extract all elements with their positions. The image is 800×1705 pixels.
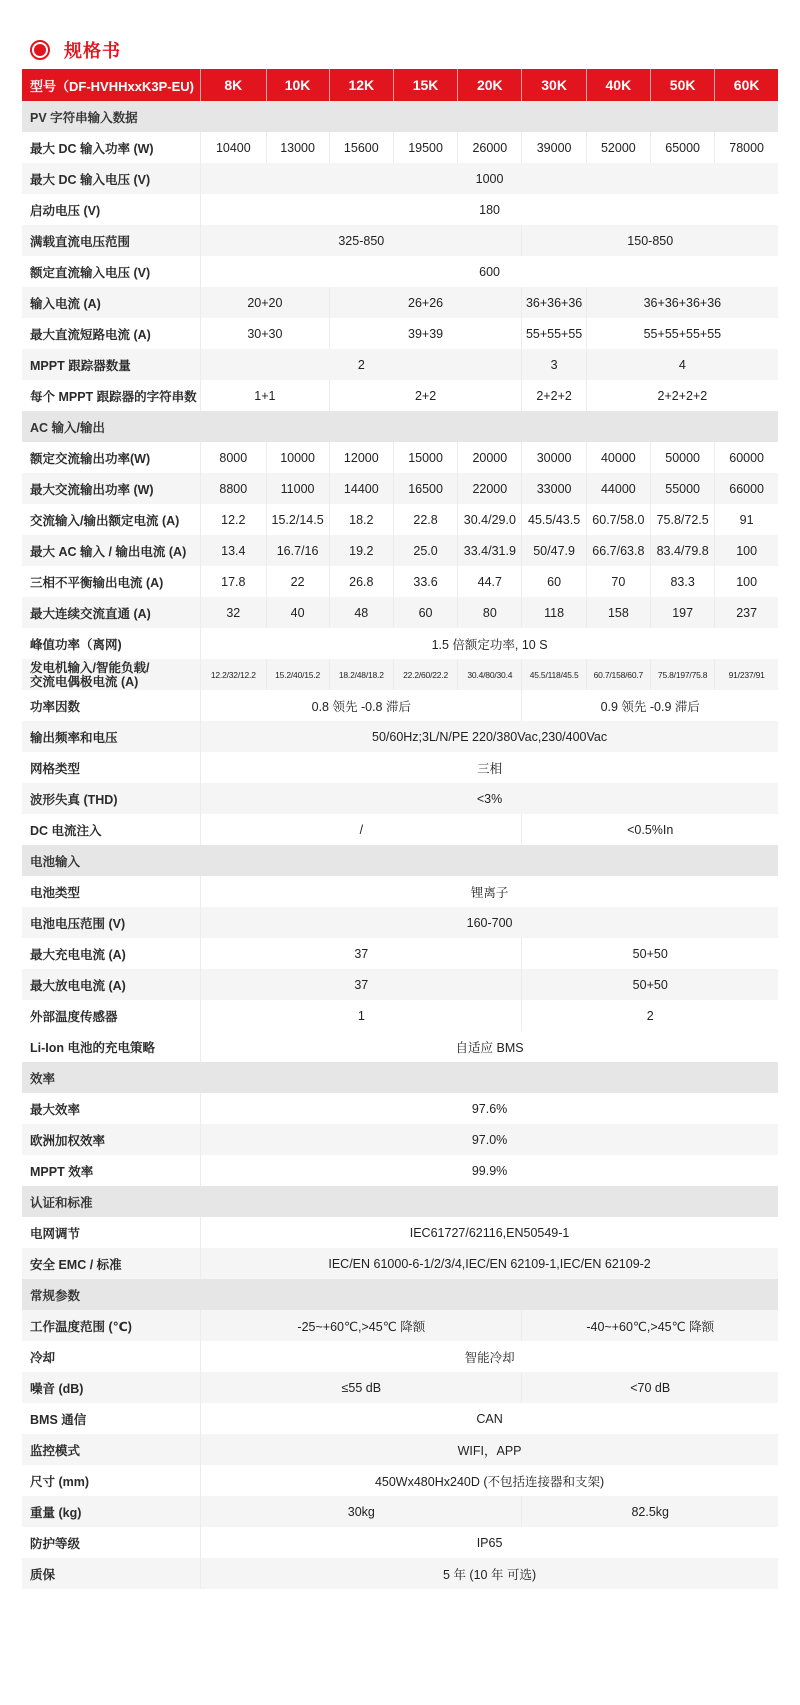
table-cell: 26000 <box>458 132 522 163</box>
table-cell: 36+36+36+36 <box>586 287 778 318</box>
table-cell: 16.7/16 <box>266 535 329 566</box>
row-label: 功率因数 <box>22 690 201 721</box>
table-cell: 1+1 <box>201 380 330 411</box>
table-cell: 60.7/58.0 <box>586 504 650 535</box>
row-label: 最大放电电流 (A) <box>22 969 201 1000</box>
table-cell: -40~+60℃,>45℃ 降额 <box>522 1310 778 1341</box>
section-general: 常规参数 <box>22 1279 778 1310</box>
table-cell: 12.2 <box>201 504 266 535</box>
table-cell: 2+2+2+2 <box>586 380 778 411</box>
table-cell: 15600 <box>329 132 393 163</box>
table-row <box>22 969 778 1000</box>
table-cell: 自适应 BMS <box>201 1031 778 1062</box>
row-label: 额定交流输出功率(W) <box>22 442 201 473</box>
table-cell: 150-850 <box>522 225 778 256</box>
row-label: 额定直流输入电压 (V) <box>22 256 201 287</box>
table-cell: 97.0% <box>201 1124 778 1155</box>
table-cell: 70 <box>586 566 650 597</box>
table-cell: 18.2/48/18.2 <box>329 659 393 690</box>
row-label: 输出频率和电压 <box>22 721 201 752</box>
table-cell: 40 <box>266 597 329 628</box>
table-cell: 60 <box>522 566 586 597</box>
table-cell: <3% <box>201 783 778 814</box>
table-row <box>22 1434 778 1465</box>
section-row <box>22 1062 778 1093</box>
table-cell: WIFI，APP <box>201 1434 778 1465</box>
row-label: 最大交流输出功率 (W) <box>22 473 201 504</box>
table-cell: 3 <box>522 349 586 380</box>
table-cell: 4 <box>586 349 778 380</box>
table-cell: 91/237/91 <box>715 659 778 690</box>
table-row <box>22 1341 778 1372</box>
table-cell: 45.5/118/45.5 <box>522 659 586 690</box>
table-cell: 32 <box>201 597 266 628</box>
table-row <box>22 752 778 783</box>
table-cell: CAN <box>201 1403 778 1434</box>
table-cell: 55+55+55 <box>522 318 586 349</box>
section-battery: 电池输入 <box>22 845 778 876</box>
row-label-line: 发电机输入/智能负载/ <box>30 660 150 675</box>
table-cell: 50000 <box>651 442 715 473</box>
row-label: 最大效率 <box>22 1093 201 1124</box>
table-row <box>22 566 778 597</box>
table-cell: 30000 <box>522 442 586 473</box>
table-cell: 22.8 <box>393 504 457 535</box>
table-cell: 100 <box>715 566 778 597</box>
table-row <box>22 1000 778 1031</box>
table-row <box>22 783 778 814</box>
model-50k: 50K <box>651 69 715 101</box>
model-40k: 40K <box>586 69 650 101</box>
table-cell: 2+2 <box>329 380 522 411</box>
table-cell: 三相 <box>201 752 778 783</box>
table-cell: 22 <box>266 566 329 597</box>
section-row <box>22 1279 778 1310</box>
table-cell: 83.3 <box>651 566 715 597</box>
row-label <box>22 659 201 690</box>
table-row <box>22 814 778 845</box>
table-cell: 160-700 <box>201 907 778 938</box>
model-30k: 30K <box>522 69 586 101</box>
model-8k: 8K <box>201 69 266 101</box>
row-label: 监控模式 <box>22 1434 201 1465</box>
table-cell: 50+50 <box>522 938 778 969</box>
table-cell: 10400 <box>201 132 266 163</box>
row-label: 噪音 (dB) <box>22 1372 201 1403</box>
table-cell: 20000 <box>458 442 522 473</box>
row-label: 启动电压 (V) <box>22 194 201 225</box>
table-cell: 75.8/197/75.8 <box>651 659 715 690</box>
table-cell: 智能冷却 <box>201 1341 778 1372</box>
table-cell: 锂离子 <box>201 876 778 907</box>
table-row <box>22 1093 778 1124</box>
table-row <box>22 194 778 225</box>
table-cell: 33000 <box>522 473 586 504</box>
table-row <box>22 628 778 659</box>
table-cell: 5 年 (10 年 可选) <box>201 1558 778 1589</box>
table-row <box>22 225 778 256</box>
table-cell: 48 <box>329 597 393 628</box>
table-cell: 30.4/80/30.4 <box>458 659 522 690</box>
page-title-text: 规格书 <box>64 41 121 61</box>
row-label: 最大 DC 输入电压 (V) <box>22 163 201 194</box>
table-cell: 15000 <box>393 442 457 473</box>
table-row <box>22 1496 778 1527</box>
table-cell: 2 <box>522 1000 778 1031</box>
table-cell: 8800 <box>201 473 266 504</box>
model-60k: 60K <box>715 69 778 101</box>
table-cell: 50+50 <box>522 969 778 1000</box>
table-row <box>22 1372 778 1403</box>
table-row <box>22 163 778 194</box>
table-cell: 99.9% <box>201 1155 778 1186</box>
row-label: 输入电流 (A) <box>22 287 201 318</box>
row-label: 冷却 <box>22 1341 201 1372</box>
table-cell: ≤55 dB <box>201 1372 522 1403</box>
table-cell: 45.5/43.5 <box>522 504 586 535</box>
table-cell: 25.0 <box>393 535 457 566</box>
table-cell: 52000 <box>586 132 650 163</box>
table-row <box>22 1403 778 1434</box>
row-label: 外部温度传感器 <box>22 1000 201 1031</box>
model-15k: 15K <box>393 69 457 101</box>
section-row <box>22 845 778 876</box>
table-row <box>22 721 778 752</box>
record-icon <box>30 40 50 60</box>
table-cell: 75.8/72.5 <box>651 504 715 535</box>
table-cell: 10000 <box>266 442 329 473</box>
table-cell: 50/47.9 <box>522 535 586 566</box>
row-label: 满载直流电压范围 <box>22 225 201 256</box>
table-cell: 14400 <box>329 473 393 504</box>
table-cell: 17.8 <box>201 566 266 597</box>
table-cell: 22000 <box>458 473 522 504</box>
table-row <box>22 349 778 380</box>
table-row <box>22 1527 778 1558</box>
table-cell: 237 <box>715 597 778 628</box>
table-cell: 180 <box>201 194 778 225</box>
table-row <box>22 380 778 411</box>
row-label: 三相不平衡输出电流 (A) <box>22 566 201 597</box>
table-row <box>22 659 778 690</box>
table-cell: 26.8 <box>329 566 393 597</box>
table-row <box>22 690 778 721</box>
table-cell: 40000 <box>586 442 650 473</box>
table-cell: 65000 <box>651 132 715 163</box>
row-label: 每个 MPPT 跟踪器的字符串数 <box>22 380 201 411</box>
table-cell: 39+39 <box>329 318 522 349</box>
table-cell: 11000 <box>266 473 329 504</box>
table-cell: / <box>201 814 522 845</box>
row-label: 工作温度范围 (℃) <box>22 1310 201 1341</box>
row-label: 峰值功率（离网) <box>22 628 201 659</box>
row-label: 欧洲加权效率 <box>22 1124 201 1155</box>
table-cell: 13000 <box>266 132 329 163</box>
table-cell: 60000 <box>715 442 778 473</box>
row-label: 最大 AC 输入 / 输出电流 (A) <box>22 535 201 566</box>
table-row <box>22 535 778 566</box>
table-cell: 82.5kg <box>522 1496 778 1527</box>
section-cert: 认证和标准 <box>22 1186 778 1217</box>
table-cell: 12.2/32/12.2 <box>201 659 266 690</box>
table-cell: 60 <box>393 597 457 628</box>
table-row <box>22 504 778 535</box>
model-10k: 10K <box>266 69 329 101</box>
table-cell: 1 <box>201 1000 522 1031</box>
table-row <box>22 597 778 628</box>
table-row <box>22 1465 778 1496</box>
table-cell: <0.5%In <box>522 814 778 845</box>
table-cell: 8000 <box>201 442 266 473</box>
table-cell: 33.4/31.9 <box>458 535 522 566</box>
row-label: MPPT 效率 <box>22 1155 201 1186</box>
table-cell: 100 <box>715 535 778 566</box>
table-cell: 60.7/158/60.7 <box>586 659 650 690</box>
table-row <box>22 287 778 318</box>
table-cell: <70 dB <box>522 1372 778 1403</box>
table-cell: 22.2/60/22.2 <box>393 659 457 690</box>
table-cell: 66.7/63.8 <box>586 535 650 566</box>
table-cell: 13.4 <box>201 535 266 566</box>
section-ac: AC 输入/输出 <box>22 411 778 442</box>
header-row <box>22 69 778 101</box>
table-row <box>22 1248 778 1279</box>
table-cell: 37 <box>201 969 522 1000</box>
table-cell: 19.2 <box>329 535 393 566</box>
section-row <box>22 101 778 132</box>
table-cell: 1000 <box>201 163 778 194</box>
spec-table <box>22 69 778 1589</box>
row-label: 电网调节 <box>22 1217 201 1248</box>
table-cell: 97.6% <box>201 1093 778 1124</box>
model-header: 型号（DF-HVHHxxK3P-EU) <box>22 69 201 101</box>
table-cell: 39000 <box>522 132 586 163</box>
table-cell: 36+36+36 <box>522 287 586 318</box>
table-cell: 2+2+2 <box>522 380 586 411</box>
table-row <box>22 1310 778 1341</box>
model-12k: 12K <box>329 69 393 101</box>
table-cell: 30.4/29.0 <box>458 504 522 535</box>
table-cell: 55000 <box>651 473 715 504</box>
table-row <box>22 318 778 349</box>
table-row <box>22 938 778 969</box>
table-cell: 197 <box>651 597 715 628</box>
table-cell: 44000 <box>586 473 650 504</box>
table-row <box>22 1124 778 1155</box>
table-row <box>22 1217 778 1248</box>
table-cell: 325-850 <box>201 225 522 256</box>
table-cell: 83.4/79.8 <box>651 535 715 566</box>
section-pv: PV 字符串输入数据 <box>22 101 778 132</box>
table-cell: 450Wx480Hx240D (不包括连接器和支架) <box>201 1465 778 1496</box>
table-cell: 78000 <box>715 132 778 163</box>
table-cell: 600 <box>201 256 778 287</box>
table-cell: 91 <box>715 504 778 535</box>
row-label: 电池类型 <box>22 876 201 907</box>
table-cell: 33.6 <box>393 566 457 597</box>
table-cell: 12000 <box>329 442 393 473</box>
model-20k: 20K <box>458 69 522 101</box>
table-cell: -25~+60℃,>45℃ 降额 <box>201 1310 522 1341</box>
row-label: 质保 <box>22 1558 201 1589</box>
table-cell: 44.7 <box>458 566 522 597</box>
table-cell: 158 <box>586 597 650 628</box>
table-cell: 0.8 领先 -0.8 滞后 <box>201 690 522 721</box>
row-label: 最大直流短路电流 (A) <box>22 318 201 349</box>
table-cell: 37 <box>201 938 522 969</box>
table-cell: 0.9 领先 -0.9 滞后 <box>522 690 778 721</box>
table-cell: 18.2 <box>329 504 393 535</box>
table-cell: 20+20 <box>201 287 330 318</box>
row-label: 尺寸 (mm) <box>22 1465 201 1496</box>
row-label-line: 交流电偶极电流 (A) <box>30 674 139 689</box>
row-label: 防护等级 <box>22 1527 201 1558</box>
table-row <box>22 907 778 938</box>
row-label: 电池电压范围 (V) <box>22 907 201 938</box>
row-label: 网格类型 <box>22 752 201 783</box>
row-label: 重量 (kg) <box>22 1496 201 1527</box>
table-cell: 118 <box>522 597 586 628</box>
row-label: 最大连续交流直通 (A) <box>22 597 201 628</box>
table-cell: IP65 <box>201 1527 778 1558</box>
table-row <box>22 473 778 504</box>
row-label: 波形失真 (THD) <box>22 783 201 814</box>
table-cell: 1.5 倍额定功率, 10 S <box>201 628 778 659</box>
table-row <box>22 876 778 907</box>
page-title <box>30 36 121 64</box>
row-label: 最大 DC 输入功率 (W) <box>22 132 201 163</box>
table-row <box>22 256 778 287</box>
row-label: BMS 通信 <box>22 1403 201 1434</box>
table-cell: 80 <box>458 597 522 628</box>
table-cell: IEC61727/62116,EN50549-1 <box>201 1217 778 1248</box>
table-cell: 2 <box>201 349 522 380</box>
row-label: 安全 EMC / 标准 <box>22 1248 201 1279</box>
table-cell: IEC/EN 61000-6-1/2/3/4,IEC/EN 62109-1,IEC/EN 62109-2 <box>201 1248 778 1279</box>
row-label: 交流输入/输出额定电流 (A) <box>22 504 201 535</box>
table-cell: 30kg <box>201 1496 522 1527</box>
section-row <box>22 1186 778 1217</box>
table-cell: 26+26 <box>329 287 522 318</box>
table-cell: 15.2/40/15.2 <box>266 659 329 690</box>
row-label: 最大充电电流 (A) <box>22 938 201 969</box>
section-row <box>22 411 778 442</box>
table-cell: 16500 <box>393 473 457 504</box>
table-row <box>22 1031 778 1062</box>
table-cell: 55+55+55+55 <box>586 318 778 349</box>
section-efficiency: 效率 <box>22 1062 778 1093</box>
table-cell: 66000 <box>715 473 778 504</box>
table-cell: 50/60Hz;3L/N/PE 220/380Vac,230/400Vac <box>201 721 778 752</box>
row-label: Li-Ion 电池的充电策略 <box>22 1031 201 1062</box>
table-cell: 19500 <box>393 132 457 163</box>
table-cell: 30+30 <box>201 318 330 349</box>
table-row <box>22 132 778 163</box>
table-row <box>22 1558 778 1589</box>
table-cell: 15.2/14.5 <box>266 504 329 535</box>
row-label: DC 电流注入 <box>22 814 201 845</box>
table-row <box>22 442 778 473</box>
table-row <box>22 1155 778 1186</box>
row-label: MPPT 跟踪器数量 <box>22 349 201 380</box>
